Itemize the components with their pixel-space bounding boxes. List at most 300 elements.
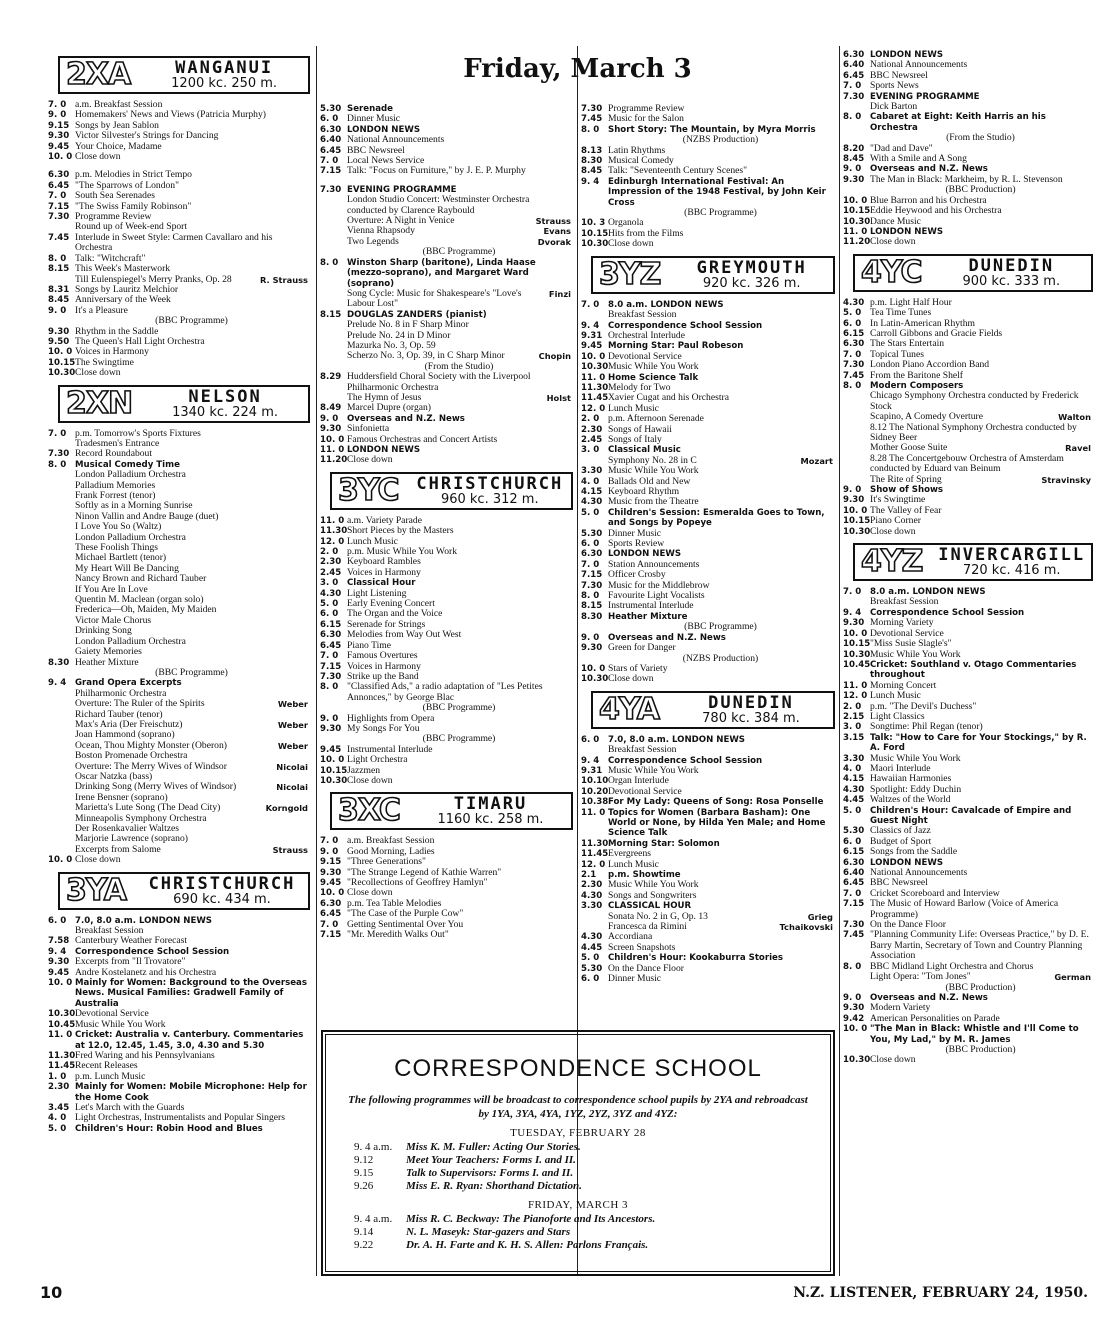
entry-time: 9.30 (48, 131, 70, 142)
entry-time: 8.45 (48, 295, 70, 306)
entry-title: On the Dance Floor (608, 962, 684, 974)
entry-time: 8. 0 (48, 459, 67, 470)
entry-time: 7.15 (581, 570, 603, 581)
entry-title: Close down (870, 525, 916, 537)
entry-time: 11.20 (843, 237, 871, 248)
entry-time: 9.30 (320, 723, 342, 734)
programme-detail (320, 247, 573, 257)
entry-title: Correspondence School Session (608, 320, 763, 331)
entry-title: Dinner Music (608, 973, 662, 985)
entry-title: Voices in Harmony (347, 566, 421, 578)
programme-entry (581, 177, 835, 208)
entry-time: 6. 0 (581, 974, 600, 985)
entry-title: Highlights from Opera (347, 712, 435, 724)
detail-text: 8.12 The National Symphony Orchestra conducted by Sidney Beer (870, 421, 1077, 443)
entry-title: It's Swingtime (870, 494, 926, 506)
entry-time: 7. 0 (320, 651, 339, 662)
detail-text: (BBC Production) (945, 1043, 1016, 1055)
entry-time: 6. 0 (581, 734, 600, 745)
entry-title: p.m. Tomorrow's Sports Fixtures (75, 427, 201, 439)
entry-title: "Miss Susie Slagle's" (870, 638, 952, 650)
entry-time: 5.30 (320, 104, 342, 114)
entry-time: 8. 0 (320, 682, 339, 693)
entry-title: Classical Music (608, 445, 681, 456)
entry-time: 6.30 (320, 630, 342, 641)
entry-title: Strike up the Band (347, 670, 419, 682)
entry-time: 10.20 (581, 786, 609, 797)
entry-title: Children's Hour: Robin Hood and Blues (75, 1123, 263, 1134)
page-number: 10 (40, 1283, 63, 1302)
entry-title: BBC Newsreel (870, 69, 928, 81)
programme-list (320, 104, 573, 466)
entry-title: "Recollections of Geoffrey Hamlyn" (347, 877, 488, 888)
entry-title: Mainly for Women: Mobile Microphone: Help for the Home Cook (75, 1082, 307, 1103)
entry-title: Music for the Salon (608, 113, 684, 125)
entry-title: Hits from the Films (608, 227, 684, 239)
composer: Nicolai (276, 782, 308, 793)
programme-entry (48, 1113, 310, 1123)
entry-title: Music While You Work (608, 361, 699, 373)
entry-title: Songs by Lauritz Melchior (75, 283, 179, 295)
entry-time: 11.45 (581, 849, 609, 860)
programme-detail (581, 622, 835, 632)
entry-title: The Man in Black: Markheim, by R. L. Stevenson (870, 173, 1063, 185)
entry-title: "The Strange Legend of Kathie Warren" (347, 866, 502, 878)
detail-text: Scherzo No. 3, Op. 39, in C Sharp Minor (347, 350, 505, 362)
entry-title: Rhythm in the Saddle (75, 325, 159, 337)
entry-title: Topics for Women (Barbara Basham): One World or None, by Hilda Yen Male; and Home Science Talk (608, 807, 826, 839)
entry-title: Blue Barron and his Orchestra (870, 194, 987, 206)
entry-time: 7.45 (843, 370, 865, 381)
composer: Evans (543, 226, 571, 237)
entry-title: The Valley of Fear (870, 504, 942, 516)
detail-text: Oscar Natzka (bass) (75, 770, 153, 782)
entry-time: 8. 0 (843, 380, 862, 391)
entry-title: BBC Newsreel (870, 877, 928, 889)
entry-time: 6.30 (843, 50, 865, 60)
entry-time: 8. 0 (48, 253, 67, 264)
entry-time: 8. 0 (320, 257, 339, 268)
entry-title: Favourite Light Vocalists (608, 590, 705, 602)
detail-text: Mother Goose Suite (870, 442, 948, 454)
composer: Mozart (800, 455, 833, 466)
programme-list (581, 300, 835, 685)
entry-time: 3.30 (581, 466, 603, 477)
programme-entry (48, 368, 310, 378)
detail-text: Overture: The Merry Wives of Windsor (75, 760, 227, 772)
station-frequency: 960 kc. 312 m. (440, 491, 539, 507)
entry-title: "Planning Community Life: Overseas Practice," by D. E. Barry Martin, Secretary of Town and Country Planning Association (870, 929, 1089, 962)
entry-time: 9.30 (48, 326, 70, 337)
entry-title: Children's Hour: Kookaburra Stories (608, 953, 783, 964)
programme-entry (48, 449, 310, 459)
entry-title: Officer Crosby (608, 569, 666, 581)
entry-time: 9. 0 (48, 110, 67, 121)
entry-title: 7.0, 8.0 a.m. LONDON NEWS (75, 915, 212, 926)
entry-title: Waltzes of the World (870, 794, 951, 806)
entry-time: 6.45 (843, 70, 865, 81)
entry-title: National Announcements (347, 134, 445, 146)
entry-time: 10.15 (581, 228, 609, 239)
entry-title: Songs by Jean Sablon (75, 119, 159, 131)
entry-title: Evergreens (608, 848, 651, 860)
lesson-title: Miss K. M. Fuller: Acting Our Stories. (406, 1141, 581, 1153)
entry-time: 7.30 (48, 212, 70, 223)
entry-time: 7.30 (48, 449, 70, 460)
programme-entry (48, 968, 310, 978)
programme-entry (320, 455, 573, 465)
broadcast-day: FRIDAY, MARCH 3 (527, 1199, 629, 1211)
entry-title: "Three Generations" (347, 856, 426, 868)
entry-time: 2.45 (581, 434, 603, 445)
entry-title: Cricket: Southland v. Otago Commentaries throughout (870, 659, 1077, 681)
station-logo: 4YA (599, 691, 659, 727)
entry-time: 9.45 (320, 878, 342, 888)
entry-time: 7.58 (48, 936, 70, 947)
entry-time: 6.30 (48, 170, 70, 181)
composer: Korngold (265, 803, 308, 814)
programme-entry (320, 651, 573, 661)
entry-title: Dance Music (870, 215, 921, 227)
entry-title: Short Pieces by the Masters (347, 525, 454, 537)
programme-entry (48, 1030, 310, 1051)
entry-title: Record Roundabout (75, 448, 153, 460)
programme-entry (320, 568, 573, 578)
entry-title: The Music of Howard Barlow (Voice of America Programme) (870, 898, 1059, 920)
detail-text: Drinking Song (Merry Wives of Windsor) (75, 781, 237, 793)
detail-text: (NZBS Production) (682, 134, 759, 146)
detail-text: Breakfast Session (75, 925, 144, 937)
entry-time: 9. 4 (581, 320, 600, 331)
composer: German (1054, 972, 1091, 983)
detail-text: Ninon Vallin and Andre Bauge (duet) (75, 510, 219, 522)
composer: Holst (546, 392, 571, 403)
entry-title: Xavier Cugat and his Orchestra (608, 392, 729, 404)
programme-entry (843, 112, 1093, 133)
entry-time: 6.45 (48, 180, 70, 191)
entry-time: 6.45 (320, 640, 342, 651)
entry-time: 6.30 (320, 124, 342, 135)
entry-title: Keyboard Rhythm (608, 486, 680, 497)
entry-title: "The Man in Black: Whistle and I'll Come to You, My Lad," by M. R. James (870, 1024, 1079, 1045)
entry-time: 11. 0 (581, 372, 606, 383)
programme-entry (581, 362, 835, 372)
lesson-title: Meet Your Teachers: Forms I. and II. (406, 1154, 576, 1166)
entry-title: In Latin-American Rhythm (870, 317, 975, 329)
composer: Nicolai (276, 761, 308, 772)
correspondence-intro: The following programmes will be broadcast to correspondence school pupils by 2YA and rebroadcast by 1YA, 3YA, 4YA, 1YZ, 2YZ, 3YZ and 4YZ: (348, 1094, 808, 1120)
programme-entry (320, 166, 573, 176)
entry-title: Lunch Music (347, 535, 398, 547)
entry-time: 4.30 (843, 297, 865, 308)
entry-title: Close down (870, 1054, 916, 1066)
entry-title: Cricket Scoreboard and Interview (870, 887, 1000, 899)
column-2 (320, 104, 573, 940)
programme-entry (48, 1082, 310, 1103)
programme-entry (48, 264, 310, 274)
entry-time: 10.15 (48, 357, 76, 368)
entry-time: 10. 0 (581, 351, 606, 362)
station-city: TIMARU (453, 794, 528, 815)
detail-text: If You Are In Love (75, 583, 148, 595)
station-logo: 4YC (861, 254, 922, 290)
station-city: DUNEDIN (968, 255, 1055, 276)
entry-title: Canterbury Weather Forecast (75, 935, 187, 947)
programme-entry (843, 527, 1093, 537)
entry-time: 11.30 (581, 382, 609, 393)
programme-detail (843, 391, 1093, 412)
programme-entry (843, 899, 1093, 920)
detail-text: Chicago Symphony Orchestra conducted by Frederick Stock (870, 390, 1079, 412)
entry-time: 2.30 (320, 557, 342, 568)
entry-time: 8. 0 (843, 961, 862, 972)
entry-time: 7. 0 (843, 888, 862, 899)
entry-title: Close down (870, 236, 916, 248)
detail-text: Philharmonic Orchestra (75, 687, 167, 699)
entry-time: 9. 0 (843, 164, 862, 175)
entry-title: Instrumental Interlude (347, 743, 433, 755)
station-logo: 2XA (66, 57, 131, 92)
entry-time: 9.30 (48, 957, 70, 968)
entry-title: "The Case of the Purple Cow" (347, 908, 464, 920)
detail-text: Till Eulenspiegel's Merry Pranks, Op. 28 (75, 273, 232, 285)
station-logo: 3XC (338, 793, 400, 829)
detail-text: Francesca da Rimini (608, 921, 687, 933)
entry-title: Voices in Harmony (75, 346, 149, 358)
entry-time: 9. 4 (48, 946, 67, 957)
entry-title: Melodies from Way Out West (347, 629, 462, 641)
entry-title: Cabaret at Eight: Keith Harris an his Orchestra (870, 112, 1046, 133)
entry-title: Close down (608, 238, 654, 250)
entry-time: 7.30 (320, 671, 342, 682)
programme-entry (843, 1014, 1093, 1024)
entry-time: 6.30 (843, 339, 865, 350)
entry-title: Songs from the Saddle (870, 846, 958, 858)
programme-entry (581, 674, 835, 684)
entry-time: 10.30 (48, 1009, 76, 1020)
detail-text: Der Rosenkavalier Waltzes (75, 823, 180, 834)
entry-title: The Organ and the Voice (347, 608, 443, 620)
programme-entry (320, 435, 573, 445)
entry-time: 11.45 (48, 1061, 76, 1072)
entry-title: Close down (347, 454, 393, 466)
entry-time: 7.15 (48, 201, 70, 212)
entry-time: 10.30 (843, 649, 871, 660)
entry-time: 7.30 (320, 184, 342, 195)
station-city: DUNEDIN (708, 692, 794, 713)
programme-detail (843, 423, 1093, 444)
detail-text: Breakfast Session (608, 744, 677, 756)
station-logo: 3YZ (599, 256, 661, 292)
programme-entry (581, 331, 835, 341)
entry-time: 6.40 (320, 135, 342, 146)
composer: Dvorak (537, 236, 571, 247)
station-header (58, 56, 310, 94)
lesson-row (326, 1226, 830, 1239)
entry-title: Musical Comedy (608, 155, 674, 167)
entry-time: 8.49 (320, 403, 342, 414)
entry-title: Talk: "Focus on Furniture," by J. E. P. Murphy (347, 165, 526, 177)
programme-detail (843, 597, 1093, 607)
entry-title: Eddie Heywood and his Orchestra (870, 205, 1002, 217)
entry-title: Piano Corner (870, 515, 921, 527)
entry-time: 10.45 (843, 659, 871, 670)
entry-title: Famous Overtures (347, 650, 418, 662)
composer: Strauss (272, 844, 308, 855)
station-header (853, 254, 1093, 292)
entry-title: Modern Variety (870, 1002, 931, 1014)
entry-time: 7.45 (581, 114, 603, 125)
detail-text: Breakfast Session (870, 596, 939, 608)
entry-time: 2.1 (581, 870, 597, 880)
programme-entry (320, 372, 573, 393)
lesson-time: 9.15 (354, 1167, 374, 1179)
entry-title: London Piano Accordion Band (870, 359, 990, 371)
entry-time: 9. 0 (320, 713, 339, 724)
entry-time: 3. 0 (320, 578, 339, 589)
entry-time: 11.20 (320, 455, 348, 466)
entry-title: Sports Review (608, 538, 665, 550)
entry-title: Talk: "How to Care for Your Stockings," by R. A. Ford (870, 732, 1087, 754)
programme-entry (843, 733, 1093, 754)
entry-title: Correspondence School Session (870, 607, 1025, 618)
entry-time: 2.15 (843, 711, 865, 722)
entry-title: EVENING PROGRAMME (870, 91, 980, 102)
entry-title: Getting Sentimental Over You (347, 918, 464, 930)
entry-title: Music While You Work (608, 764, 699, 776)
entry-title: My Songs For You (347, 722, 420, 734)
detail-text: Symphony No. 28 in C (608, 454, 697, 466)
programme-detail (320, 195, 573, 216)
station-frequency: 690 kc. 434 m. (173, 891, 271, 907)
entry-time: 11. 0 (581, 807, 606, 818)
entry-title: Green for Danger (608, 642, 676, 654)
entry-time: 8.15 (320, 309, 342, 320)
entry-time: 8.30 (581, 611, 603, 622)
station-frequency: 1340 kc. 224 m. (172, 404, 279, 420)
page-title: Friday, March 3 (463, 54, 692, 84)
column-4 (843, 50, 1093, 1066)
entry-time: 9. 0 (843, 485, 862, 496)
entry-time: 12. 0 (581, 403, 606, 414)
entry-title: Piano Time (347, 639, 391, 651)
entry-title: Excerpts from "Il Trovatore" (75, 956, 186, 968)
lesson-time: 9. 4 a.m. (354, 1141, 393, 1153)
entry-time: 10. 0 (320, 434, 345, 445)
entry-title: Close down (608, 673, 654, 685)
station-city: CHRISTCHURCH (416, 473, 564, 494)
entry-title: Stars of Variety (608, 662, 668, 674)
programme-entry (843, 217, 1093, 227)
entry-title: p.m. Music While You Work (347, 546, 458, 558)
entry-time: 12. 0 (581, 859, 606, 870)
entry-time: 9. 4 (48, 678, 67, 689)
entry-title: p.m. Tea Table Melodies (347, 897, 442, 909)
entry-time: 10. 0 (48, 978, 73, 989)
entry-title: BBC Midland Light Orchestra and Chorus (870, 960, 1034, 972)
entry-title: Correspondence School Session (75, 946, 230, 957)
entry-time: 8. 0 (843, 112, 862, 123)
programme-entry (843, 360, 1093, 370)
station-header (591, 256, 835, 294)
entry-title: Music While You Work (608, 465, 699, 477)
entry-time: 9.45 (320, 744, 342, 755)
programme-detail (320, 320, 573, 330)
detail-text: Joan Hammond (soprano) (75, 729, 175, 741)
detail-text: Prelude No. 8 in F Sharp Minor (347, 319, 469, 331)
entry-title: Spotlight: Eddy Duchin (870, 783, 962, 795)
entry-title: Homemakers' News and Views (Patricia Murphy) (75, 109, 266, 121)
programme-detail (320, 703, 573, 713)
entry-title: Good Morning, Ladies (347, 845, 435, 857)
entry-time: 11.30 (581, 838, 609, 849)
programme-entry (320, 403, 573, 413)
entry-time: 4.45 (843, 795, 865, 806)
programme-entry (581, 114, 835, 124)
entry-time: 4.45 (581, 942, 603, 953)
entry-time: 3. 0 (581, 445, 600, 456)
entry-time: 8.15 (48, 264, 70, 275)
lesson-time: 9. 4 a.m. (354, 1213, 393, 1225)
detail-text: I Love You So (Waltz) (75, 521, 162, 533)
entry-time: 3.15 (843, 732, 865, 743)
entry-title: South Sea Serenades (75, 190, 155, 202)
lesson-time: 9.22 (354, 1239, 374, 1251)
detail-text: London Palladium Orchestra (75, 531, 186, 543)
entry-title: Devotional Service (870, 627, 944, 639)
entry-title: Your Choice, Madame (75, 140, 162, 152)
entry-title: Let's March with the Guards (75, 1101, 185, 1113)
programme-entry (843, 1024, 1093, 1045)
entry-title: With a Smile and A Song (870, 153, 967, 165)
composer: Weber (277, 740, 308, 751)
entry-title: Edinburgh International Festival: An Impression of the 1948 Festival, by John Keir Cross (608, 176, 826, 208)
entry-title: The Swingtime (75, 356, 134, 368)
entry-title: Correspondence School Session (608, 755, 763, 766)
programme-list (843, 50, 1093, 248)
entry-time: 7. 0 (843, 587, 862, 598)
entry-time: 6.40 (843, 868, 865, 879)
entry-time: 3. 0 (843, 722, 862, 733)
entry-time: 8.45 (843, 154, 865, 165)
entry-title: Recent Releases (75, 1060, 138, 1072)
entry-title: Sports News (870, 80, 919, 92)
detail-text: (BBC Programme) (422, 702, 496, 714)
detail-text: Frederica—Oh, Maiden, My Maiden (75, 604, 217, 616)
entry-title: Light Listening (347, 587, 407, 599)
detail-text: London Palladium Orchestra (75, 635, 186, 647)
detail-text: Sonata No. 2 in G, Op. 13 (608, 910, 708, 922)
entry-time: 10. 3 (581, 218, 606, 229)
entry-title: Jazzmen (347, 764, 381, 776)
entry-time: 12. 0 (843, 691, 868, 702)
detail-text: London Studio Concert: Westminster Orchestra conducted by Clarence Raybould (347, 194, 530, 216)
entry-time: 10. 0 (843, 1024, 868, 1035)
entry-time: 7. 0 (843, 81, 862, 92)
entry-title: Budget of Sport (870, 835, 932, 847)
entry-title: Local News Service (347, 155, 425, 167)
entry-time: 9. 0 (320, 413, 339, 424)
programme-entry (581, 808, 835, 839)
correspondence-days (326, 1127, 830, 1252)
entry-title: Children's Hour: Cavalcade of Empire and Guest Night (870, 805, 1072, 826)
entry-time: 9.15 (48, 120, 70, 131)
station-info (666, 259, 833, 291)
station-frequency: 780 kc. 384 m. (702, 710, 800, 726)
detail-text: Ocean, Thou Mighty Monster (Oberon) (75, 739, 227, 751)
entry-time: 4.30 (581, 890, 603, 901)
detail-text: Boston Promenade Orchestra (75, 750, 188, 762)
